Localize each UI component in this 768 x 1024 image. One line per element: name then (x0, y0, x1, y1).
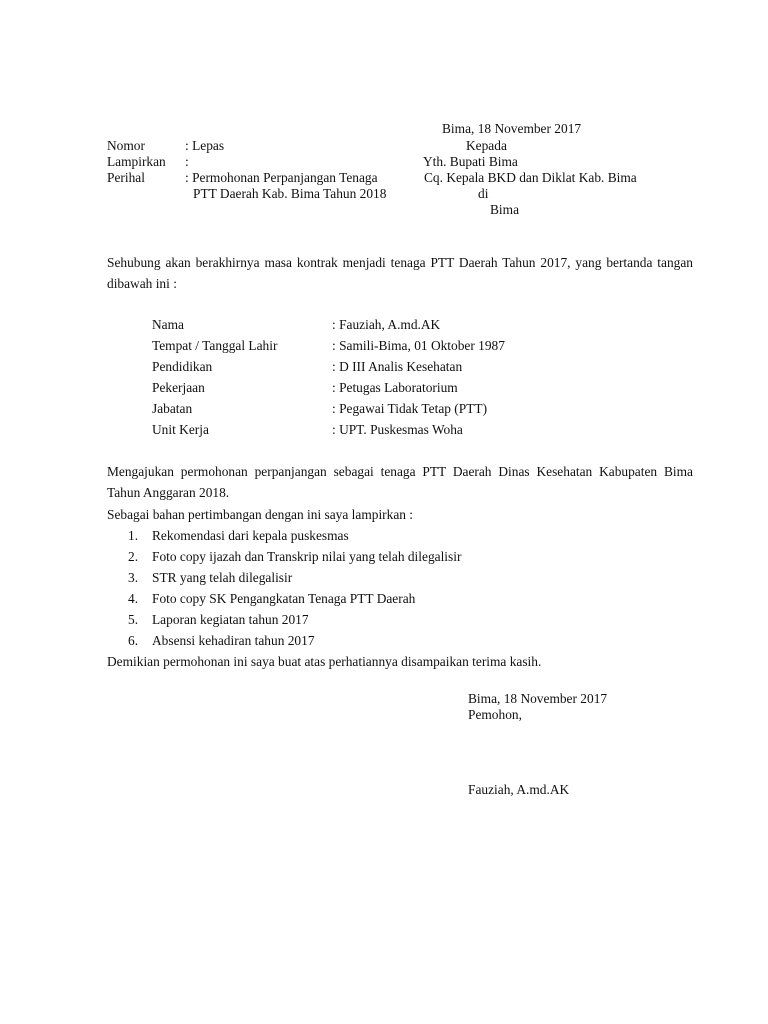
list-item-number: 1. (128, 528, 139, 543)
identity-value: : Pegawai Tidak Tetap (PTT) (332, 401, 488, 416)
identity-value: : Fauziah, A.md.AK (332, 317, 441, 332)
nomor-label: Nomor (107, 138, 145, 153)
identity-key: Pendidikan (152, 359, 213, 374)
identity-key: Nama (152, 317, 184, 332)
list-item-text: Absensi kehadiran tahun 2017 (152, 633, 315, 648)
recipient-di: di (478, 186, 489, 201)
list-item-number: 4. (128, 591, 139, 606)
recipient-kepada: Kepada (466, 138, 507, 153)
identity-key: Tempat / Tanggal Lahir (152, 338, 278, 353)
attachments-intro: Sebagai bahan pertimbangan dengan ini saya lampirkan : (107, 507, 414, 522)
identity-value: : Samili-Bima, 01 Oktober 1987 (332, 338, 505, 353)
list-item-text: STR yang telah dilegalisir (152, 570, 293, 585)
recipient-yth: Yth. Bupati Bima (423, 154, 518, 169)
signature-role: Pemohon, (468, 707, 522, 722)
letter-date: Bima, 18 November 2017 (442, 121, 582, 136)
recipient-place: Bima (490, 202, 520, 217)
intro-paragraph: Sehubung akan berakhirnya masa kontrak menjadi tenaga PTT Daerah Tahun 2017, yang bertanda tangan dibawah ini : (107, 255, 693, 291)
list-item-number: 2. (128, 549, 139, 564)
list-item-text: Laporan kegiatan tahun 2017 (152, 612, 309, 627)
list-item-text: Rekomendasi dari kepala puskesmas (152, 528, 349, 543)
signature-date: Bima, 18 November 2017 (468, 691, 608, 706)
lampirkan-value: : (185, 154, 189, 169)
perihal-value-line2: PTT Daerah Kab. Bima Tahun 2018 (193, 186, 387, 201)
perihal-value: : Permohonan Perpanjangan Tenaga (185, 170, 378, 185)
signature-name: Fauziah, A.md.AK (468, 782, 570, 797)
list-item-number: 3. (128, 570, 139, 585)
lampirkan-label: Lampirkan (107, 154, 166, 169)
closing-paragraph: Demikian permohonan ini saya buat atas perhatiannya disampaikan terima kasih. (107, 654, 542, 669)
identity-key: Unit Kerja (152, 422, 209, 437)
list-item-text: Foto copy ijazah dan Transkrip nilai yang telah dilegalisir (152, 549, 462, 564)
recipient-cq: Cq. Kepala BKD dan Diklat Kab. Bima (424, 170, 637, 185)
list-item-number: 5. (128, 612, 139, 627)
request-paragraph: Mengajukan permohonan perpanjangan sebagai tenaga PTT Daerah Dinas Kesehatan Kabupaten Bima Tahun Anggaran 2018. (107, 464, 693, 500)
nomor-value: : Lepas (185, 138, 225, 153)
identity-value: : D III Analis Kesehatan (332, 359, 463, 374)
perihal-label: Perihal (107, 170, 145, 185)
identity-key: Pekerjaan (152, 380, 205, 395)
identity-key: Jabatan (152, 401, 193, 416)
list-item-text: Foto copy SK Pengangkatan Tenaga PTT Daerah (152, 591, 416, 606)
list-item-number: 6. (128, 633, 139, 648)
identity-value: : UPT. Puskesmas Woha (332, 422, 463, 437)
identity-value: : Petugas Laboratorium (332, 380, 458, 395)
